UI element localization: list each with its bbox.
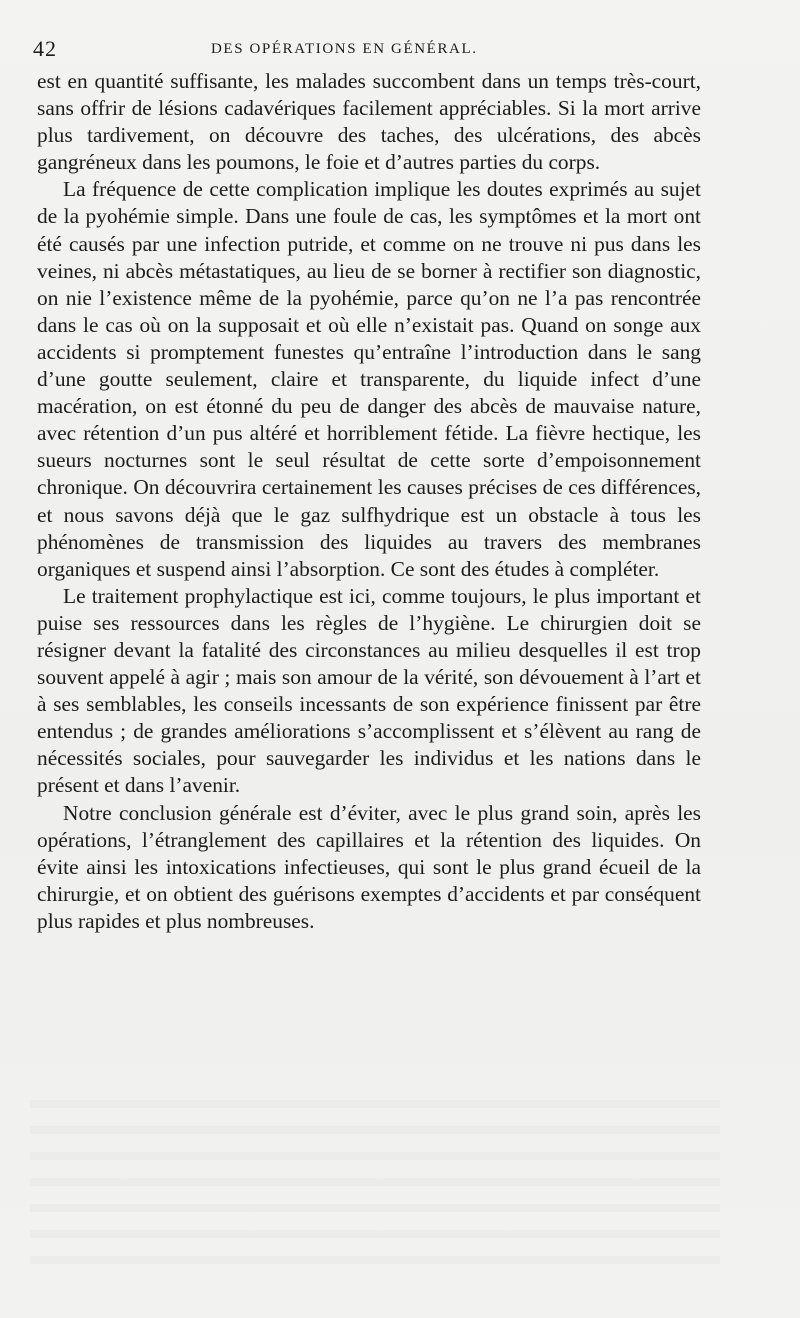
paragraph-2: La fréquence de cette complication implique les doutes exprimés au sujet de la pyohémie simple. Dans une foule de cas, les symptômes et la mort ont été causés par une infection putride, et comme on ne trouve ni pus dans les veines, ni abcès métastatiques, au lieu de se borner à rectifier son diagnostic, on nie l’existence même de la pyohémie, parce qu’on ne l’a pas rencontrée dans le cas où on la supposait et où elle n’existait pas. Quand on songe aux accidents si promptement funestes qu’entraîne l’introduction dans le sang d’une goutte seulement, claire et transparente, du liquide infect d’une macération, on est étonné du peu de danger des abcès de mauvaise nature, avec rétention d’un pus altéré et horriblement fétide. La fièvre hectique, les sueurs nocturnes sont le seul résultat de cette sorte d’empoisonnement chronique. On découvrira certainement les causes précises de ces différences, et nous savons déjà que le gaz sulfhydrique est un obstacle à tous les phénomènes de transmission des liquides au travers des membranes organiques et suspend ainsi l’absorption. Ce sont des études à compléter. (37, 177, 701, 581)
page-header (33, 36, 733, 66)
body-text (37, 68, 701, 935)
paragraph-3: Le traitement prophylactique est ici, comme toujours, le plus important et puise ses ressources dans les règles de l’hygiène. Le chirurgien doit se résigner devant la fatalité des circonstances au milieu desquelles il est trop souvent appelé à agir ; mais son amour de la vérité, son dévouement à l’art et à ses semblables, les conseils incessants de son expérience finissent par être entendus ; de grandes améliorations s’accomplissent et s’élèvent au rang de nécessités sociales, pour sauvegarder les individus et les nations dans le présent et dans l’avenir. (37, 583, 701, 798)
paragraph-4: Notre conclusion générale est d’éviter, avec le plus grand soin, après les opérations, l’étranglement des capillaires et la rétention des liquides. On évite ainsi les intoxications infectieuses, qui sont le plus grand écueil de la chirurgie, et on obtient des guérisons exemptes d’accidents et par conséquent plus rapides et plus nombreuses. (37, 800, 701, 933)
reverse-side-bleed-through (30, 1082, 720, 1282)
running-title: DES OPÉRATIONS EN GÉNÉRAL. (211, 41, 478, 57)
page-number: 42 (33, 36, 57, 61)
paragraph-1: est en quantité suffisante, les malades succombent dans un temps très-court, sans offrir de lésions cadavériques facilement appréciables. Si la mort arrive plus tardivement, on découvre des taches, des ulcérations, des abcès gangréneux dans les poumons, le foie et d’autres parties du corps. (37, 69, 701, 175)
